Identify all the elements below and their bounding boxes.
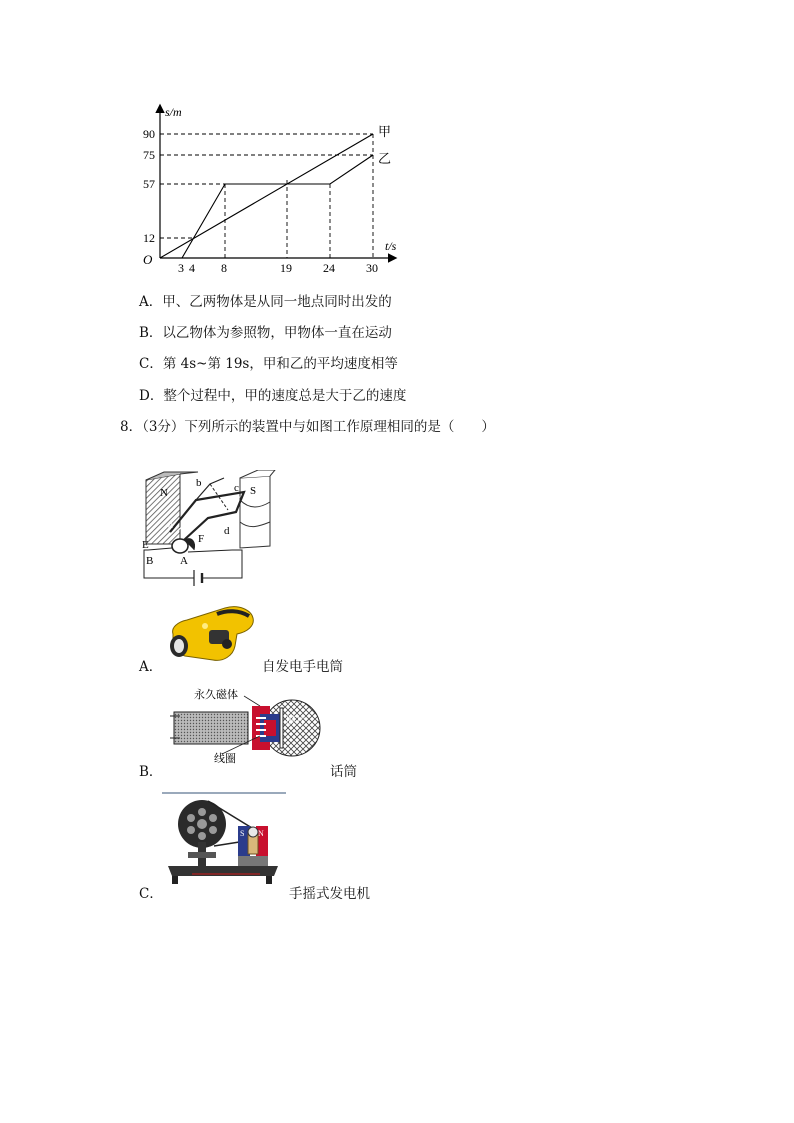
microphone-caption: 话筒 xyxy=(330,764,357,780)
label-b: b xyxy=(196,477,202,489)
series-jia-line xyxy=(160,134,373,258)
permanent-magnet-label: 永久磁体 xyxy=(194,689,238,701)
q8-option-b-letter: B． xyxy=(139,764,163,780)
magnet-n-label: N xyxy=(258,829,264,838)
q7-option-d xyxy=(139,384,406,404)
x-tick: 24 xyxy=(323,261,335,275)
microphone-diagram xyxy=(168,686,324,766)
s-t-graph xyxy=(135,100,400,280)
option-text: 整个过程中，甲的速度总是大于乙的速度 xyxy=(163,388,407,404)
label-a: a xyxy=(168,519,173,531)
y-tick: 12 xyxy=(143,231,155,245)
y-axis-label: s/m xyxy=(165,105,182,119)
circuit-wire xyxy=(144,550,242,578)
label-e: E xyxy=(142,539,149,551)
label-n: N xyxy=(160,487,168,499)
flashlight-caption: 自发电手电筒 xyxy=(262,659,343,675)
diaphragm-label: 膜片 xyxy=(286,716,306,727)
y-tick: 57 xyxy=(143,177,155,191)
option-text: 甲、乙两物体是从同一地点同时出发的 xyxy=(162,294,392,310)
q7-option-c xyxy=(139,352,398,372)
coil-label: 线圈 xyxy=(214,753,236,765)
magnet-n xyxy=(146,474,180,544)
y-tick: 90 xyxy=(143,127,155,141)
origin-label: O xyxy=(143,252,153,267)
hand-crank-generator-image xyxy=(162,790,286,894)
q7-option-a xyxy=(139,290,392,310)
label-d: d xyxy=(224,525,230,537)
label-a2: A xyxy=(180,555,188,567)
line-label-jia: 甲 xyxy=(378,124,392,139)
option-letter: C． xyxy=(139,356,163,372)
motor-figure xyxy=(140,470,280,592)
q7-option-b xyxy=(139,321,392,341)
x-axis-label: t/s xyxy=(385,239,397,253)
label-c: c xyxy=(234,482,239,494)
flashlight-image xyxy=(165,600,257,666)
label-b2: B xyxy=(146,555,154,567)
x-tick: 30 xyxy=(366,261,378,275)
x-tick: 8 xyxy=(221,261,227,275)
series-yi-line xyxy=(182,155,373,258)
option-letter: A． xyxy=(139,294,163,310)
label-s: S xyxy=(250,485,257,497)
coil-loop xyxy=(170,492,244,540)
label-f: F xyxy=(198,533,205,545)
q8-stem: 8．（3分）下列所示的装置中与如图工作原理相同的是（ ） xyxy=(120,419,495,435)
option-letter: D． xyxy=(139,388,164,404)
x-tick: 4 xyxy=(189,261,195,275)
option-letter: B． xyxy=(139,325,163,341)
x-tick: 3 xyxy=(178,261,184,275)
y-tick: 75 xyxy=(143,148,155,162)
magnet-s-label: S xyxy=(240,829,245,838)
x-tick: 19 xyxy=(280,261,292,275)
option-text: 以乙物体为参照物，甲物体一直在运动 xyxy=(162,325,392,341)
q8-option-c-letter: C． xyxy=(139,886,163,902)
option-text: 第 4s~第 19s，甲和乙的平均速度相等 xyxy=(162,356,398,372)
line-label-yi: 乙 xyxy=(378,151,392,166)
generator-caption: 手摇式发电机 xyxy=(289,886,370,902)
q8-option-a-letter: A． xyxy=(139,659,163,675)
